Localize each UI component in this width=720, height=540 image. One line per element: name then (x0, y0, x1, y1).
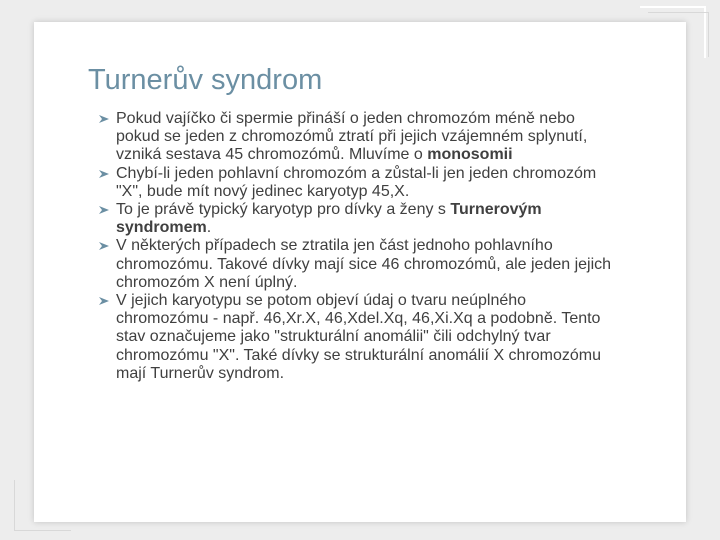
bullet-text: To je právě typický karyotyp pro dívky a ženy s (116, 201, 451, 219)
bullet-text-bold: Turnerovým syndromem (116, 201, 542, 237)
bullet-item (96, 165, 616, 201)
tapered-arrow-bullet-icon (98, 113, 110, 125)
slide-title: Turnerův syndrom (88, 64, 323, 96)
bullet-list (96, 110, 616, 383)
bullet-item (96, 110, 616, 165)
tapered-arrow-bullet-icon (98, 240, 110, 252)
tapered-arrow-bullet-icon (98, 168, 110, 180)
bullet-text-tail: . (206, 219, 212, 237)
bullet-item (96, 201, 616, 237)
bullet-text: Chybí-li jeden pohlavní chromozóm a zůstal-li jen jeden chromozóm "X", bude mít nový jedinec karyotyp 45,X. (116, 164, 597, 200)
bullet-text-bold: monosomii (427, 146, 513, 164)
bullet-text: Pokud vajíčko či spermie přináší o jeden chromozóm méně nebo pokud se jeden z chromozómů ztratí při jejich vzájemném splynutí, vzniká sestava 45 chromozómů. Mluvíme o (116, 110, 588, 164)
bullet-item (96, 237, 616, 292)
bullet-item (96, 292, 616, 383)
bullet-text: V některých případech se ztratila jen část jednoho pohlavního chromozómu. Takové dívky mají sice 46 chromozómů, ale jeden jejich chromozóm X není úplný. (116, 237, 612, 291)
bullet-text: V jejich karyotypu se potom objeví údaj o tvaru neúplného chromozómu - např. 46,Xr.X, 46,Xdel.Xq, 46,Xi.Xq a podobně. Tento stav označujeme jako "strukturální anomálii" čili odchylný tvar chromozómu "X". Také dívky se strukturální anomálií X chromozómu mají Turnerův syndrom. (116, 292, 602, 382)
tapered-arrow-bullet-icon (98, 295, 110, 307)
tapered-arrow-bullet-icon (98, 204, 110, 216)
